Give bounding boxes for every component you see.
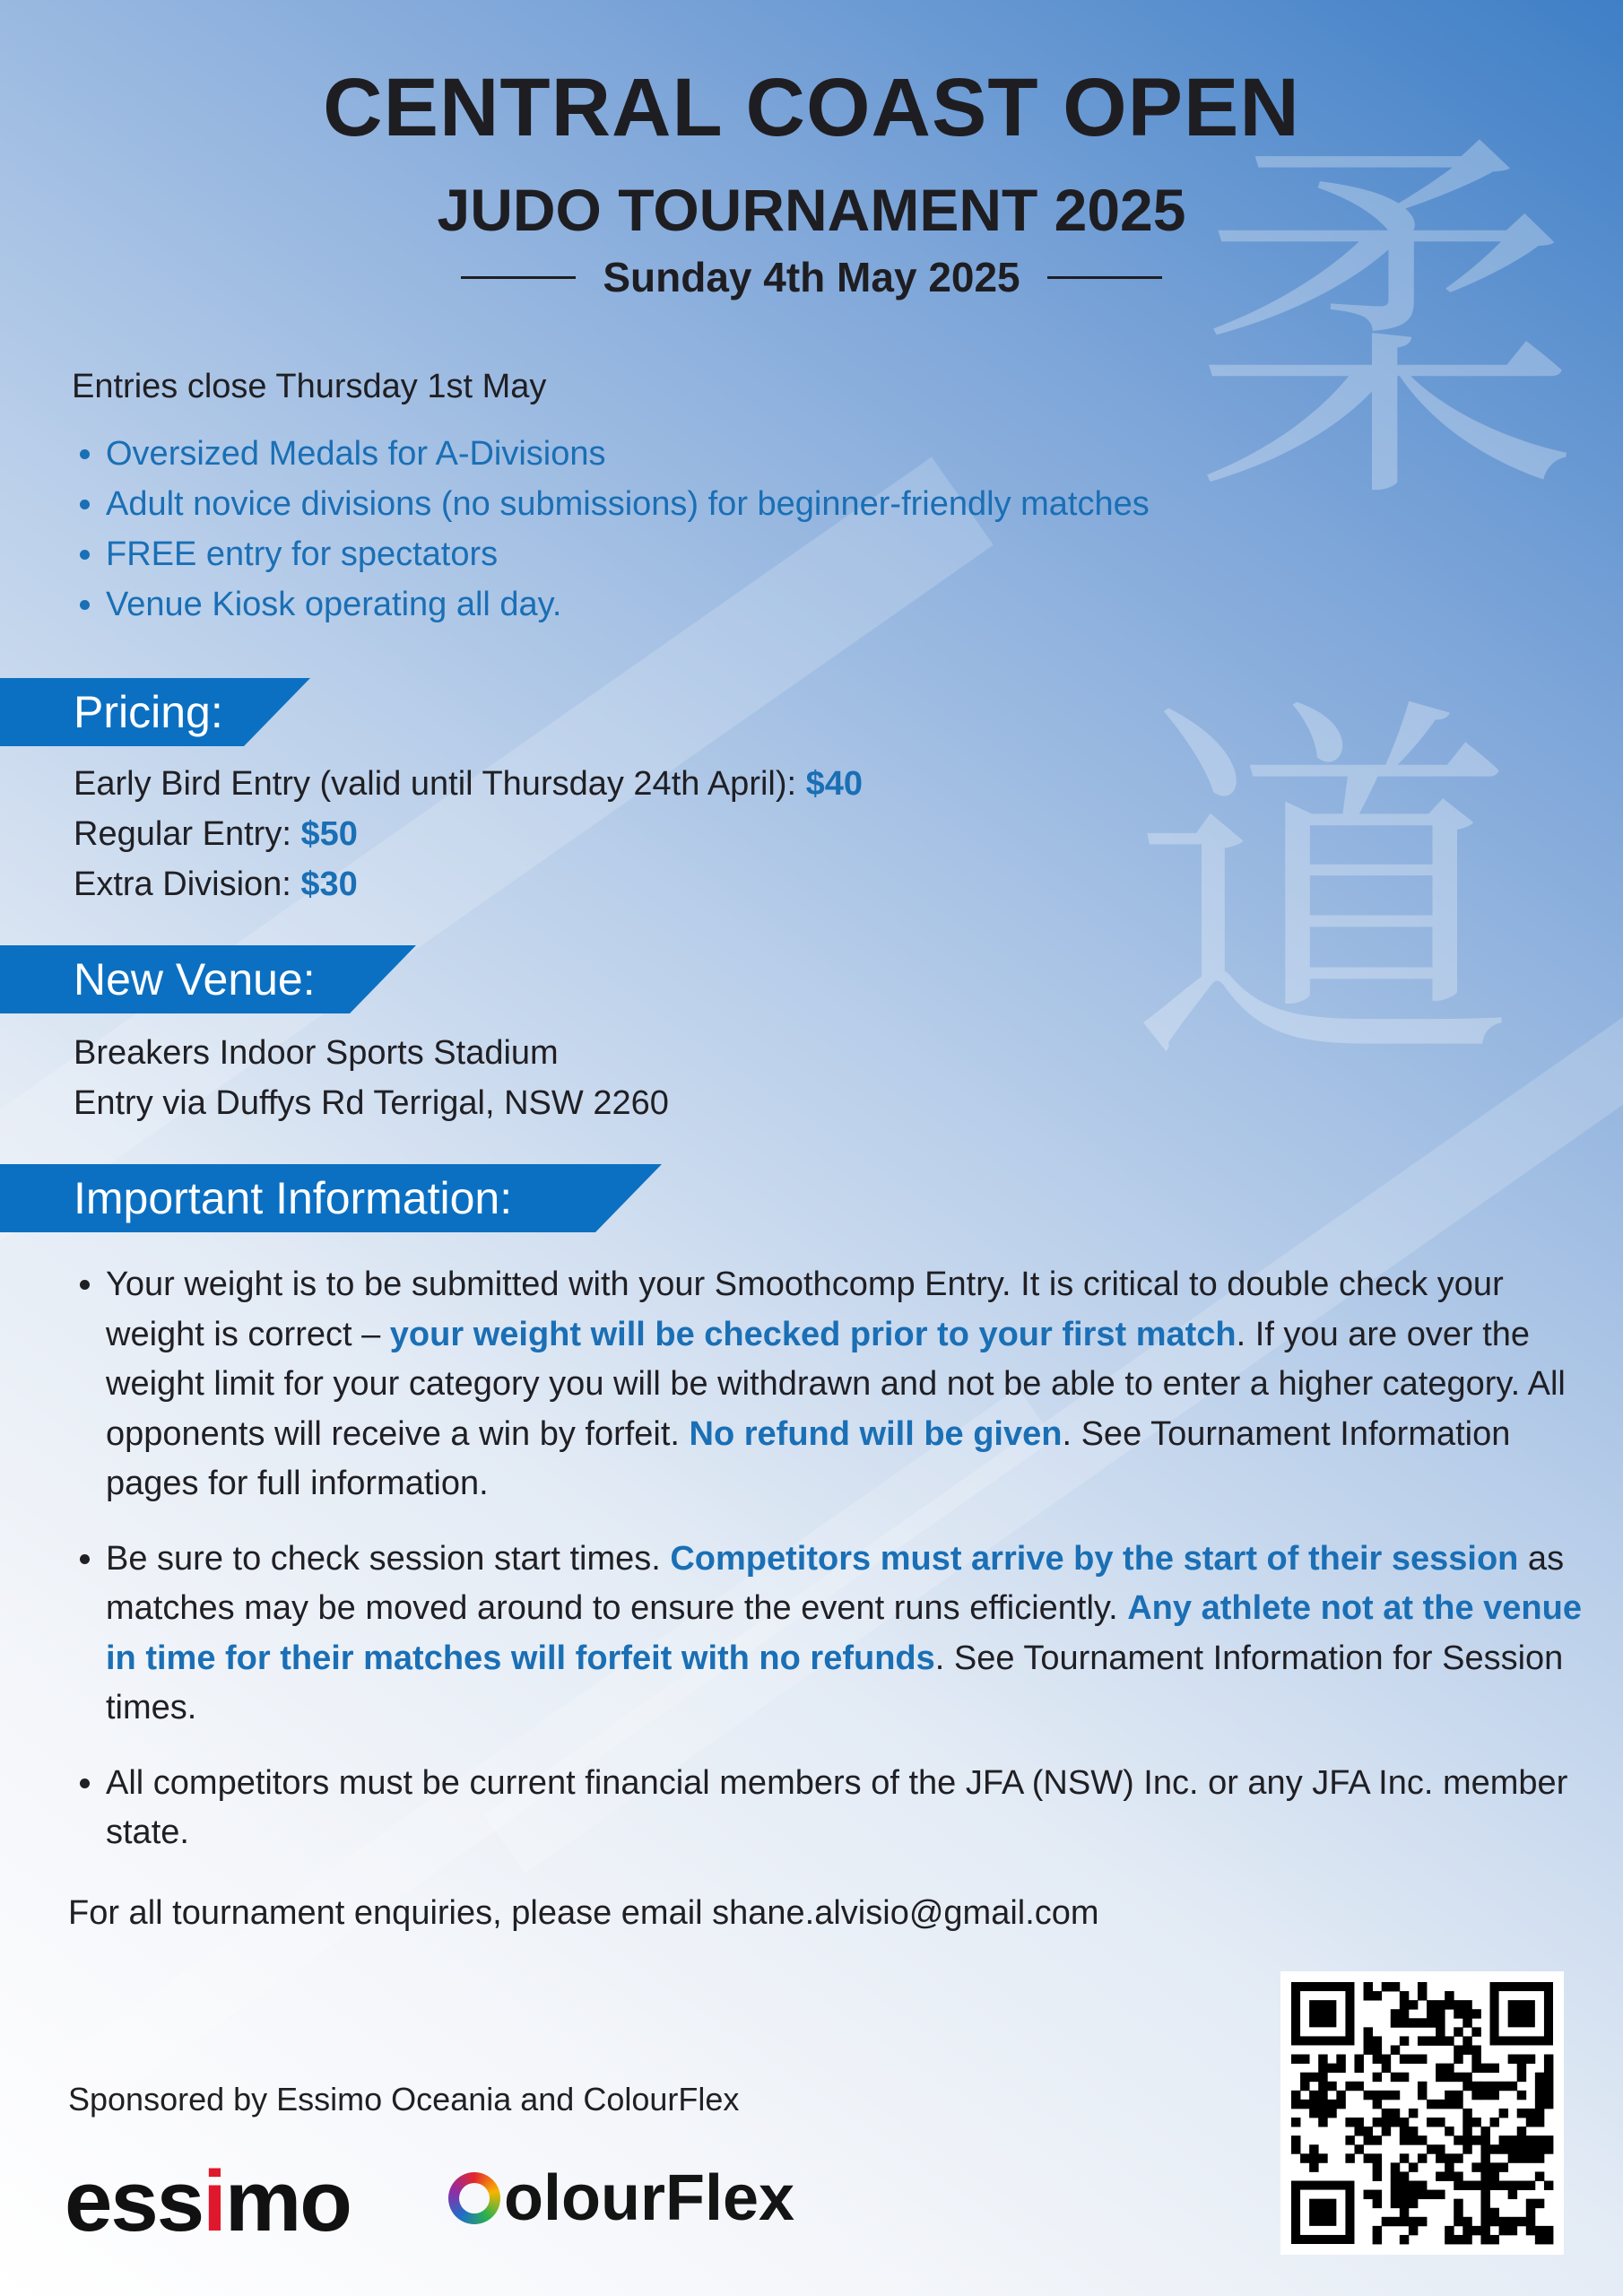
price-value: $40 (805, 765, 864, 803)
important-heading: Important Information: (0, 1164, 595, 1232)
info-text: as matches may be moved around to ensure the event runs efficiently. (106, 1539, 1565, 1627)
qr-code-icon (1280, 1971, 1564, 2255)
colourflex-logo-text: olourFlex (504, 2162, 795, 2234)
info-text: Be sure to check session start times. (106, 1539, 671, 1578)
price-label: Extra Division: (74, 865, 301, 903)
date-rule-left (461, 276, 576, 279)
event-date: Sunday 4th May 2025 (603, 254, 1020, 300)
info-text: . If you are over the weight limit for your category you will be withdrawn and not be able to enter a higher category. All opponents will receive a win by forfeit. (106, 1315, 1566, 1453)
price-label: Early Bird Entry (valid until Thursday 24th April): (74, 765, 806, 803)
essimo-logo-part: i (203, 2153, 225, 2249)
qr-code (1280, 1971, 1564, 2255)
list-item: • Adult novice divisions (no submissions) for beginner-friendly matches (106, 479, 1150, 529)
pricing-list (74, 759, 863, 909)
price-label: Regular Entry: (74, 815, 301, 853)
date-rule-right (1047, 276, 1162, 279)
info-highlight: No refund will be given (689, 1414, 1063, 1453)
enquiries-text: For all tournament enquiries, please email shane.alvisio@gmail.com (68, 1894, 1099, 1932)
colourflex-ring-icon (448, 2172, 500, 2224)
page-subtitle: JUDO TOURNAMENT 2025 (437, 177, 1186, 243)
info-text: . See Tournament Information for Session times. (106, 1639, 1564, 1726)
list-item (106, 1535, 1603, 1734)
event-date-row (0, 253, 1623, 301)
list-item (106, 1260, 1603, 1509)
venue-street: Entry via Duffys Rd Terrigal, NSW 2260 (74, 1084, 669, 1122)
list-item: • All competitors must be current financial members of the JFA (NSW) Inc. or any JFA Inc. member state. (106, 1759, 1603, 1858)
info-highlight: Any athlete not at the venue in time for their matches will forfeit with no refunds (106, 1589, 1582, 1677)
important-list (72, 1260, 1603, 1883)
entries-close: Entries close Thursday 1st May (72, 368, 547, 405)
kanji-watermark-ju: 柔 (1193, 103, 1578, 552)
essimo-logo (65, 2152, 351, 2251)
list-item: • FREE entry for spectators (106, 529, 1150, 579)
price-row (74, 759, 863, 809)
page-title: CENTRAL COAST OPEN (323, 62, 1300, 153)
info-highlight: Competitors must arrive by the start of their session (670, 1539, 1519, 1578)
venue-heading: New Venue: (0, 945, 350, 1013)
info-text: . See Tournament Information pages for full information. (106, 1414, 1511, 1502)
essimo-logo-part: mo (224, 2153, 351, 2249)
price-row (74, 859, 863, 909)
pricing-heading: Pricing: (0, 678, 244, 746)
highlights-list (72, 429, 1150, 630)
info-text: Your weight is to be submitted with your Smoothcomp Entry. It is critical to double check your weight is correct – (106, 1265, 1504, 1353)
list-item: • Oversized Medals for A-Divisions (106, 429, 1150, 479)
price-row (74, 809, 863, 859)
kanji-watermark-do: 道 (1130, 668, 1515, 1117)
colourflex-logo (448, 2161, 794, 2235)
price-value: $30 (300, 865, 358, 903)
price-value: $50 (300, 815, 358, 853)
venue-address (74, 1028, 669, 1128)
essimo-logo-part: ess (65, 2153, 204, 2249)
info-highlight: your weight will be checked prior to your first match (389, 1315, 1237, 1353)
venue-name: Breakers Indoor Sports Stadium (74, 1034, 559, 1072)
sponsor-text: Sponsored by Essimo Oceania and ColourFlex (68, 2081, 740, 2118)
list-item: • Venue Kiosk operating all day. (106, 579, 1150, 630)
